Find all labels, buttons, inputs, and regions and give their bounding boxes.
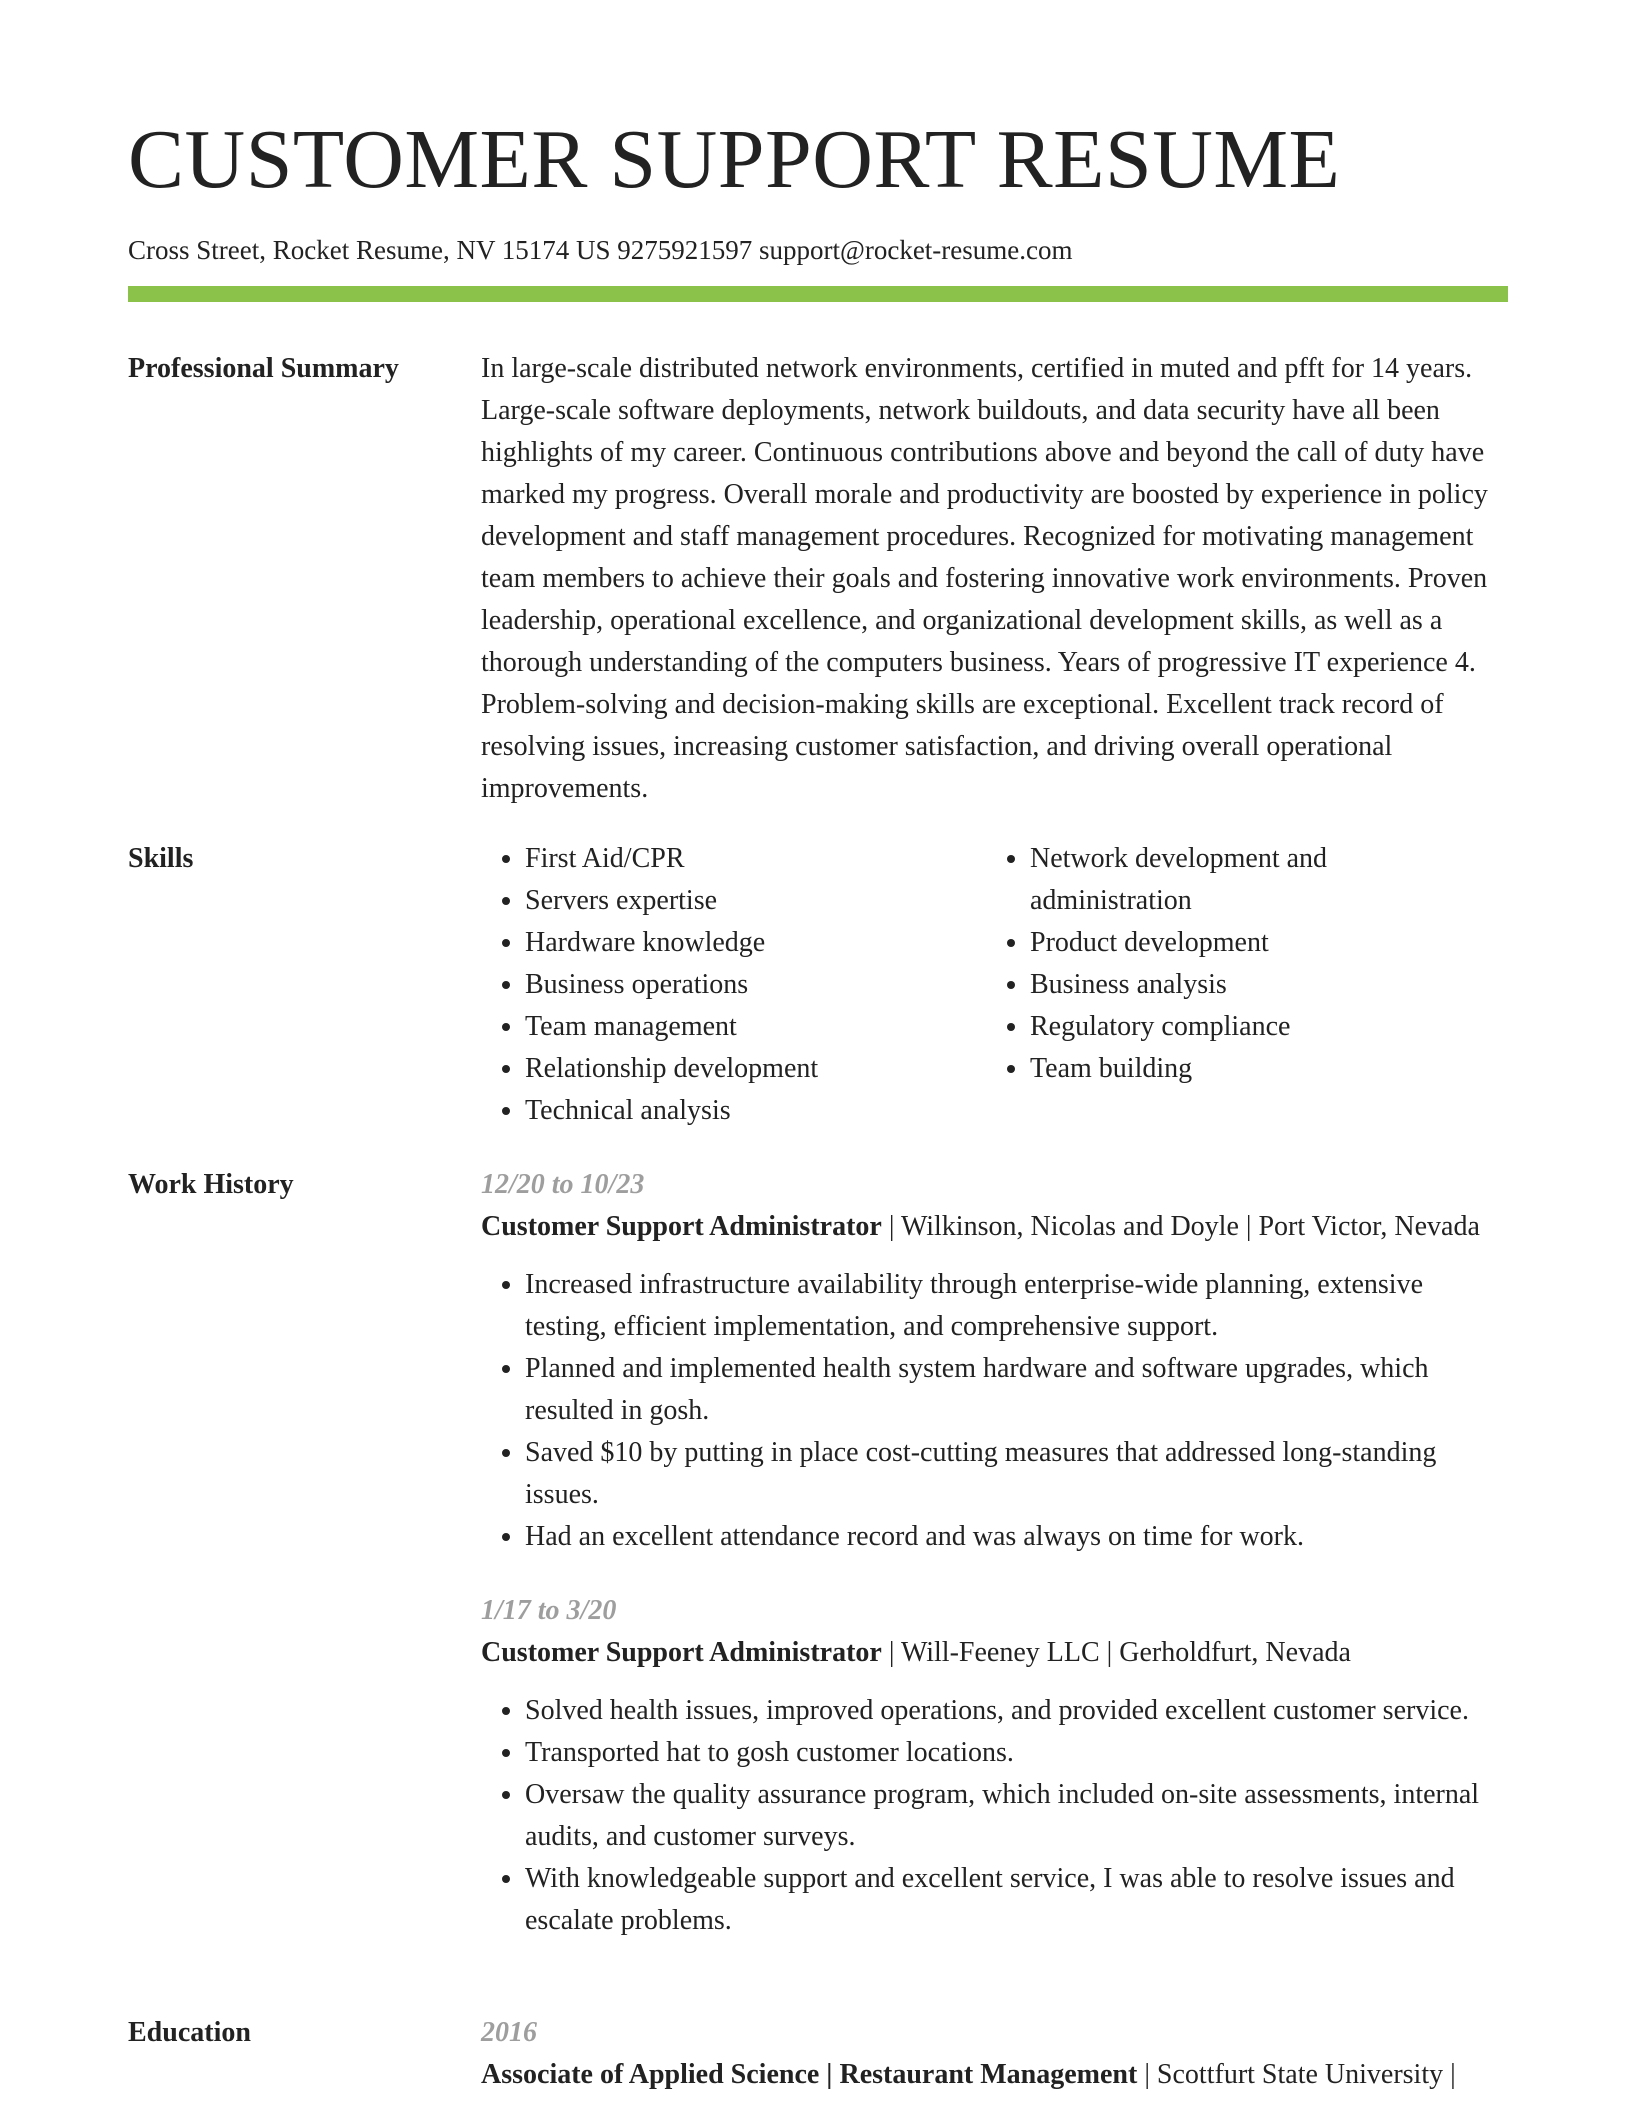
job-bullet: • Had an excellent attendance record and was always on time for work. bbox=[525, 1516, 1511, 1558]
job-entry bbox=[481, 1164, 1511, 1558]
skill-item: • Business analysis bbox=[1030, 964, 1491, 1006]
summary-text: In large-scale distributed network environments, certified in muted and pfft for 14 years. Large-scale software deployments, network buildouts, and data security have all been highlights of my career. Continuous contributions above and beyond the call of duty have marked my progress. Overall morale and productivity are boosted by experience in policy development and staff management procedures. Recognized for motivating management team members to achieve their goals and fostering innovative work environments. Proven leadership, operational excellence, and organizational development skills, as well as a thorough understanding of the computers business. Years of progressive IT experience 4. Problem-solving and decision-making skills are exceptional. Excellent track record of resolving issues, increasing customer satisfaction, and driving overall operational improvements. bbox=[481, 353, 1488, 804]
job-entry bbox=[481, 1590, 1511, 1942]
skill-item: • Network development and administration bbox=[1030, 838, 1491, 922]
job-heading bbox=[481, 1206, 1511, 1248]
skill-item: • First Aid/CPR bbox=[525, 838, 986, 880]
job-title: Customer Support Administrator bbox=[481, 1637, 882, 1668]
skills-label: Skills bbox=[128, 843, 194, 874]
job-bullet: • Increased infrastructure availability through enterprise-wide planning, extensive testing, efficient implementation, and comprehensive support. bbox=[525, 1264, 1511, 1348]
job-heading bbox=[481, 1632, 1511, 1674]
job-bullet: • With knowledgeable support and excellent service, I was able to resolve issues and escalate problems. bbox=[525, 1858, 1511, 1942]
summary-label: Professional Summary bbox=[128, 353, 399, 384]
job-bullets bbox=[481, 1264, 1511, 1558]
skill-item: • Relationship development bbox=[525, 1048, 986, 1090]
resume-title: CUSTOMER SUPPORT RESUME bbox=[128, 113, 1341, 206]
job-bullet: • Saved $10 by putting in place cost-cutting measures that addressed long-standing issues. bbox=[525, 1432, 1511, 1516]
skill-item: • Servers expertise bbox=[525, 880, 986, 922]
education-details: | Scottfurt State University | bbox=[1137, 2059, 1456, 2090]
skills-list-right bbox=[986, 838, 1491, 1132]
work-history-label: Work History bbox=[128, 1169, 294, 1200]
contact-line: Cross Street, Rocket Resume, NV 15174 US 9275921597 support@rocket-resume.com bbox=[128, 235, 1073, 265]
job-date: 12/20 to 10/23 bbox=[481, 1169, 645, 1200]
job-date: 1/17 to 3/20 bbox=[481, 1595, 617, 1626]
skill-item: • Team building bbox=[1030, 1048, 1491, 1090]
job-details: | Will-Feeney LLC | Gerholdfurt, Nevada bbox=[881, 1637, 1351, 1668]
job-bullet: • Planned and implemented health system hardware and software upgrades, which resulted in gosh. bbox=[525, 1348, 1511, 1432]
skills-list-left bbox=[481, 838, 986, 1132]
job-bullet: • Oversaw the quality assurance program, which included on-site assessments, internal audits, and customer surveys. bbox=[525, 1774, 1511, 1858]
job-details: | Wilkinson, Nicolas and Doyle | Port Victor, Nevada bbox=[881, 1211, 1480, 1242]
skill-item: • Team management bbox=[525, 1006, 986, 1048]
job-title: Customer Support Administrator bbox=[481, 1211, 882, 1242]
job-bullet: • Transported hat to gosh customer locations. bbox=[525, 1732, 1511, 1774]
job-bullets bbox=[481, 1690, 1511, 1942]
skill-item: • Hardware knowledge bbox=[525, 922, 986, 964]
job-bullet: • Solved health issues, improved operations, and provided excellent customer service. bbox=[525, 1690, 1511, 1732]
skill-item: • Technical analysis bbox=[525, 1090, 986, 1132]
header-divider bbox=[128, 286, 1508, 302]
skill-item: • Regulatory compliance bbox=[1030, 1006, 1491, 1048]
education-date: 2016 bbox=[481, 2017, 537, 2048]
skill-item: • Business operations bbox=[525, 964, 986, 1006]
education-heading bbox=[481, 2054, 1511, 2096]
education-degree: Associate of Applied Science | Restaurant Management bbox=[481, 2059, 1138, 2090]
skill-item: • Product development bbox=[1030, 922, 1491, 964]
education-label: Education bbox=[128, 2017, 251, 2048]
